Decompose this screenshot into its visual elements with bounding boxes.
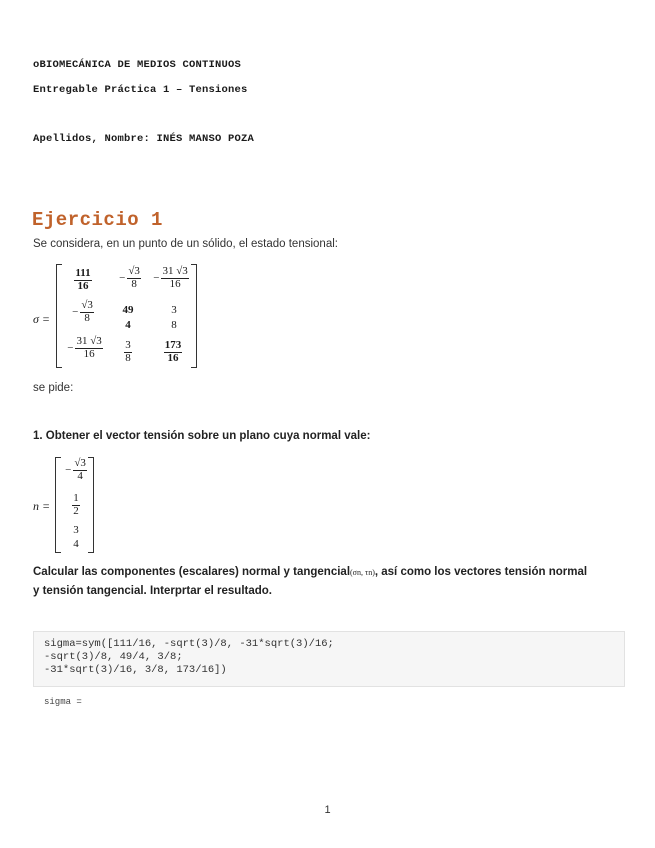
- author-line: Apellidos, Nombre: INÉS MANSO POZA: [33, 133, 255, 145]
- exercise-title: Ejercicio 1: [32, 209, 163, 231]
- sigma-cell-0-1: − $\frac{√3}{8}$: [119, 265, 140, 290]
- document-subtitle: Entregable Práctica 1 – Tensiones: [33, 84, 248, 96]
- code-block[interactable]: sigma=sym([111/16, -sqrt(3)/8, -31*sqrt(3)/16; -sqrt(3)/8, 49/4, 3/8; -31*sqrt(3)/16, 3/8, 173/16]): [33, 631, 625, 687]
- sigma-cell-1-1: 49 4: [122, 304, 134, 331]
- sigma-cell-0-2: − $\frac{31 √3}{16}$: [153, 265, 188, 290]
- sigma-cell-2-0: − $\frac{31 √3}{16}$: [67, 335, 102, 360]
- page-number: 1: [324, 804, 331, 816]
- exercise-intro: Se considera, en un punto de un sólido, el estado tensional:: [33, 238, 338, 250]
- sigma-tau-symbols: (σn, τn): [350, 568, 375, 577]
- n-cell-2: 3 4: [73, 524, 79, 551]
- n-label: n =: [33, 499, 51, 513]
- sigma-cell-2-2: $\frac{173}{16}$: [164, 339, 182, 364]
- question-2-line-1: Calcular las componentes (escalares) normal y tangencial(σn, τn), así como los vectores tensión normal: [33, 566, 588, 578]
- question-2-line-2: y tensión tangencial. Interprtar el resultado.: [33, 585, 273, 597]
- document-title: oBIOMECÁNICA DE MEDIOS CONTINUOS: [33, 59, 242, 71]
- sigma-cell-2-1: $\frac{3}{8}$: [125, 339, 131, 364]
- sigma-cell-1-2: 3 8: [171, 304, 177, 331]
- se-pide: se pide:: [33, 382, 74, 394]
- sigma-cell-0-0: $\frac{111}{16}$: [75, 267, 91, 292]
- n-cell-0: − $\frac{√3}{4}$: [65, 457, 86, 482]
- code-output: sigma =: [44, 697, 82, 707]
- n-cell-1: $\frac{1}{2}$: [73, 492, 79, 517]
- question-1: 1. Obtener el vector tensión sobre un plano cuya normal vale:: [33, 430, 371, 442]
- sigma-label: σ =: [33, 312, 51, 326]
- sigma-cell-1-0: − $\frac{√3}{8}$: [72, 299, 93, 324]
